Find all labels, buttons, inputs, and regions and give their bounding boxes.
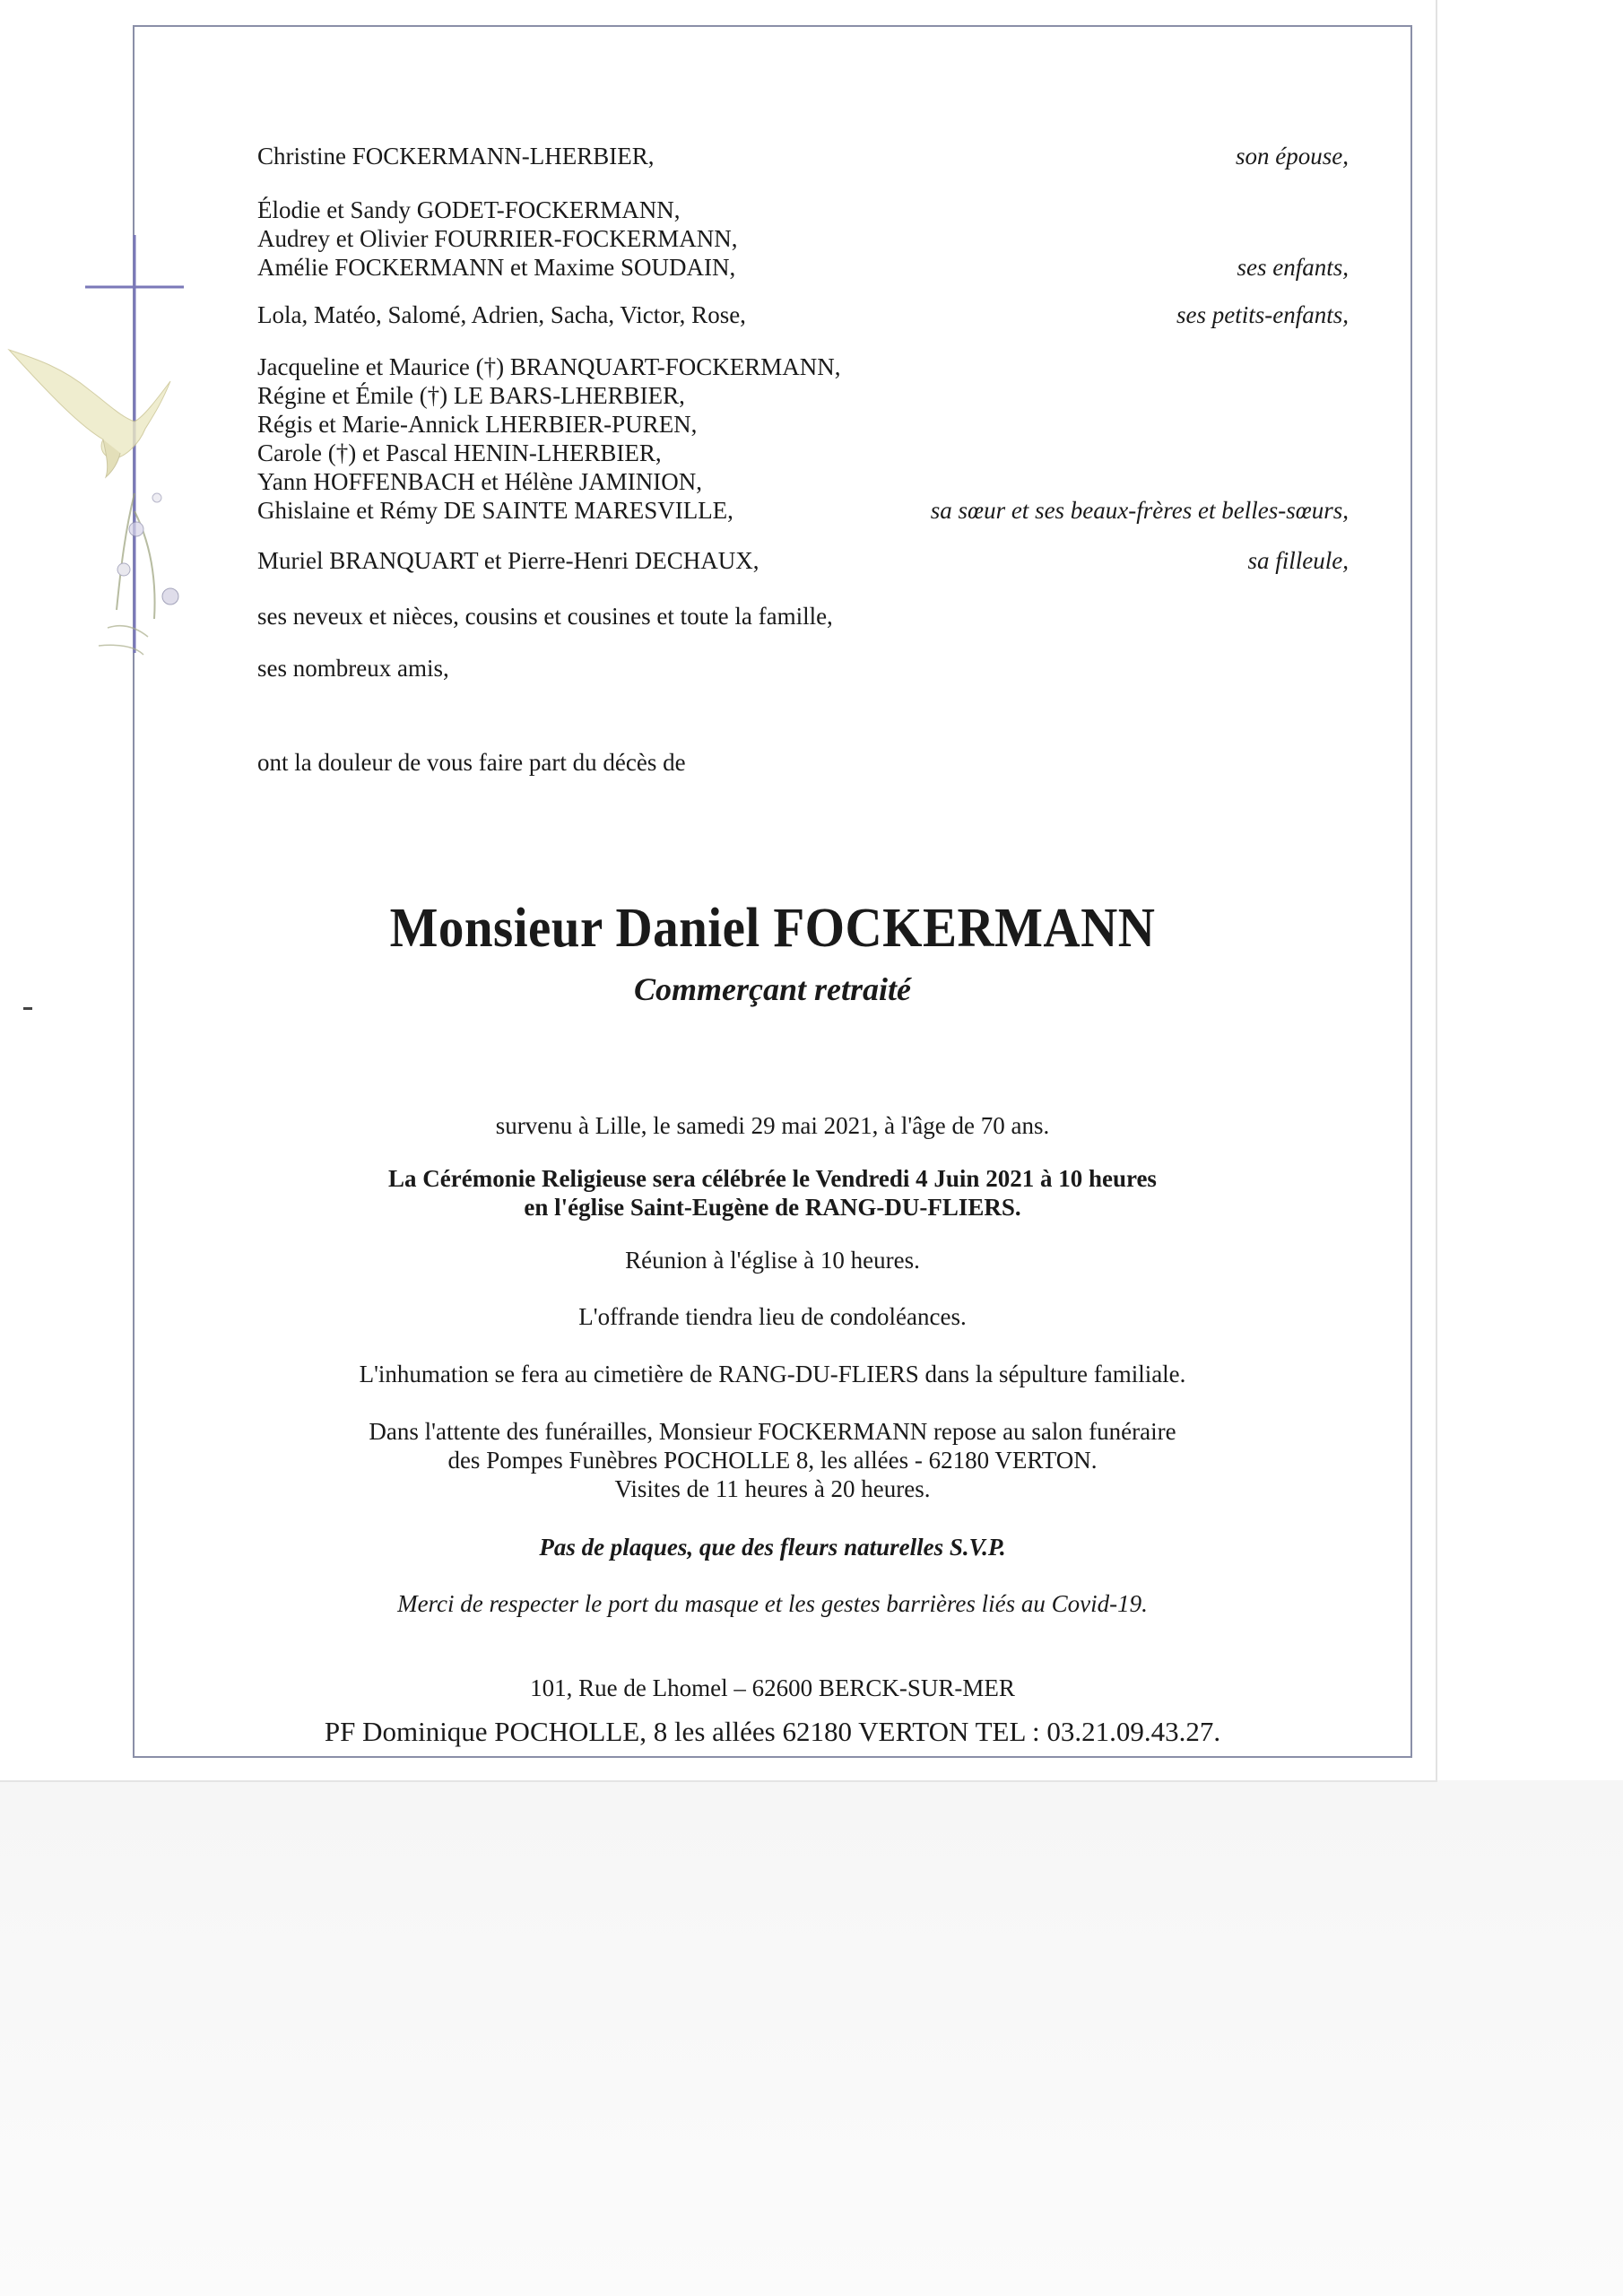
family-group-goddaughter [257, 546, 1349, 575]
scan-edge [1436, 0, 1437, 1780]
family-name: Lola, Matéo, Salomé, Adrien, Sacha, Victor, Rose, [257, 301, 746, 328]
scan-margin [0, 1780, 1623, 2296]
rest-details [133, 1417, 1412, 1503]
family-group-children [257, 196, 1349, 282]
family-name: Ghislaine et Rémy DE SAINTE MARESVILLE, [257, 497, 733, 524]
family-list [257, 142, 1349, 683]
deceased-name: Monsieur Daniel FOCKERMANN [389, 898, 1156, 959]
ceremony-line: en l'église Saint-Eugène de RANG-DU-FLIERS. [524, 1194, 1021, 1221]
family-names [257, 196, 737, 282]
family-relation: sa filleule, [1247, 547, 1349, 574]
family-name: Régis et Marie-Annick LHERBIER-PUREN, [257, 411, 698, 438]
decoration [0, 224, 233, 682]
rest-line: des Pompes Funèbres POCHOLLE 8, les allées - 62180 VERTON. [447, 1447, 1098, 1474]
family-name: Carole (†) et Pascal HENIN-LHERBIER, [257, 439, 662, 466]
flowers-note: Pas de plaques, que des fleurs naturelles S.V.P. [539, 1534, 1006, 1561]
covid-note: Merci de respecter le port du masque et les gestes barrières liés au Covid-19. [397, 1590, 1148, 1617]
flowers-icon [99, 493, 178, 655]
family-group-grandchildren [257, 300, 1349, 329]
family-relation: ses petits-enfants, [1176, 301, 1349, 328]
death-details: survenu à Lille, le samedi 29 mai 2021, à l'âge de 70 ans. [495, 1112, 1050, 1139]
scan-speck [23, 1007, 32, 1010]
family-relation: son épouse, [1236, 143, 1349, 170]
visits-line: Visites de 11 heures à 20 heures. [614, 1475, 931, 1502]
family-relatives: ses neveux et nièces, cousins et cousines et toute la famille, [257, 603, 833, 630]
announcement: ont la douleur de vous faire part du décès de [257, 749, 686, 776]
family-names [257, 300, 746, 329]
family-name: Régine et Émile (†) LE BARS-LHERBIER, [257, 382, 685, 409]
family-group-spouse [257, 142, 1349, 170]
footer-address: 101, Rue de Lhomel – 62600 BERCK-SUR-MER [530, 1674, 1015, 1701]
ceremony-details [133, 1164, 1412, 1222]
family-relation: sa sœur et ses beaux-frères et belles-sœurs, [930, 497, 1349, 524]
family-friends: ses nombreux amis, [257, 655, 449, 682]
dove-icon [9, 350, 170, 477]
family-group-siblings [257, 352, 1349, 525]
footer-funeral-home: PF Dominique POCHOLLE, 8 les allées 62180 VERTON TEL : 03.21.09.43.27. [324, 1716, 1221, 1747]
family-name: Audrey et Olivier FOURRIER-FOCKERMANN, [257, 225, 738, 252]
rest-line: Dans l'attente des funérailles, Monsieur FOCKERMANN repose au salon funéraire [369, 1418, 1176, 1445]
family-name: Muriel BRANQUART et Pierre-Henri DECHAUX, [257, 547, 759, 574]
family-name: Christine FOCKERMANN-LHERBIER, [257, 143, 655, 170]
family-relation: ses enfants, [1237, 254, 1349, 281]
family-name: Amélie FOCKERMANN et Maxime SOUDAIN, [257, 254, 736, 281]
family-names [257, 142, 655, 170]
family-name: Yann HOFFENBACH et Hélène JAMINION, [257, 468, 702, 495]
ceremony-line: La Cérémonie Religieuse sera célébrée le Vendredi 4 Juin 2021 à 10 heures [388, 1165, 1157, 1192]
offering-details: L'offrande tiendra lieu de condoléances. [578, 1303, 967, 1330]
family-name: Élodie et Sandy GODET-FOCKERMANN, [257, 196, 681, 223]
reunion-details: Réunion à l'église à 10 heures. [625, 1247, 920, 1274]
deceased-title: Commerçant retraité [634, 971, 911, 1007]
burial-details: L'inhumation se fera au cimetière de RANG-DU-FLIERS dans la sépulture familiale. [359, 1361, 1186, 1387]
family-names [257, 546, 759, 575]
family-names [257, 352, 841, 525]
family-name: Jacqueline et Maurice (†) BRANQUART-FOCKERMANN, [257, 353, 841, 380]
